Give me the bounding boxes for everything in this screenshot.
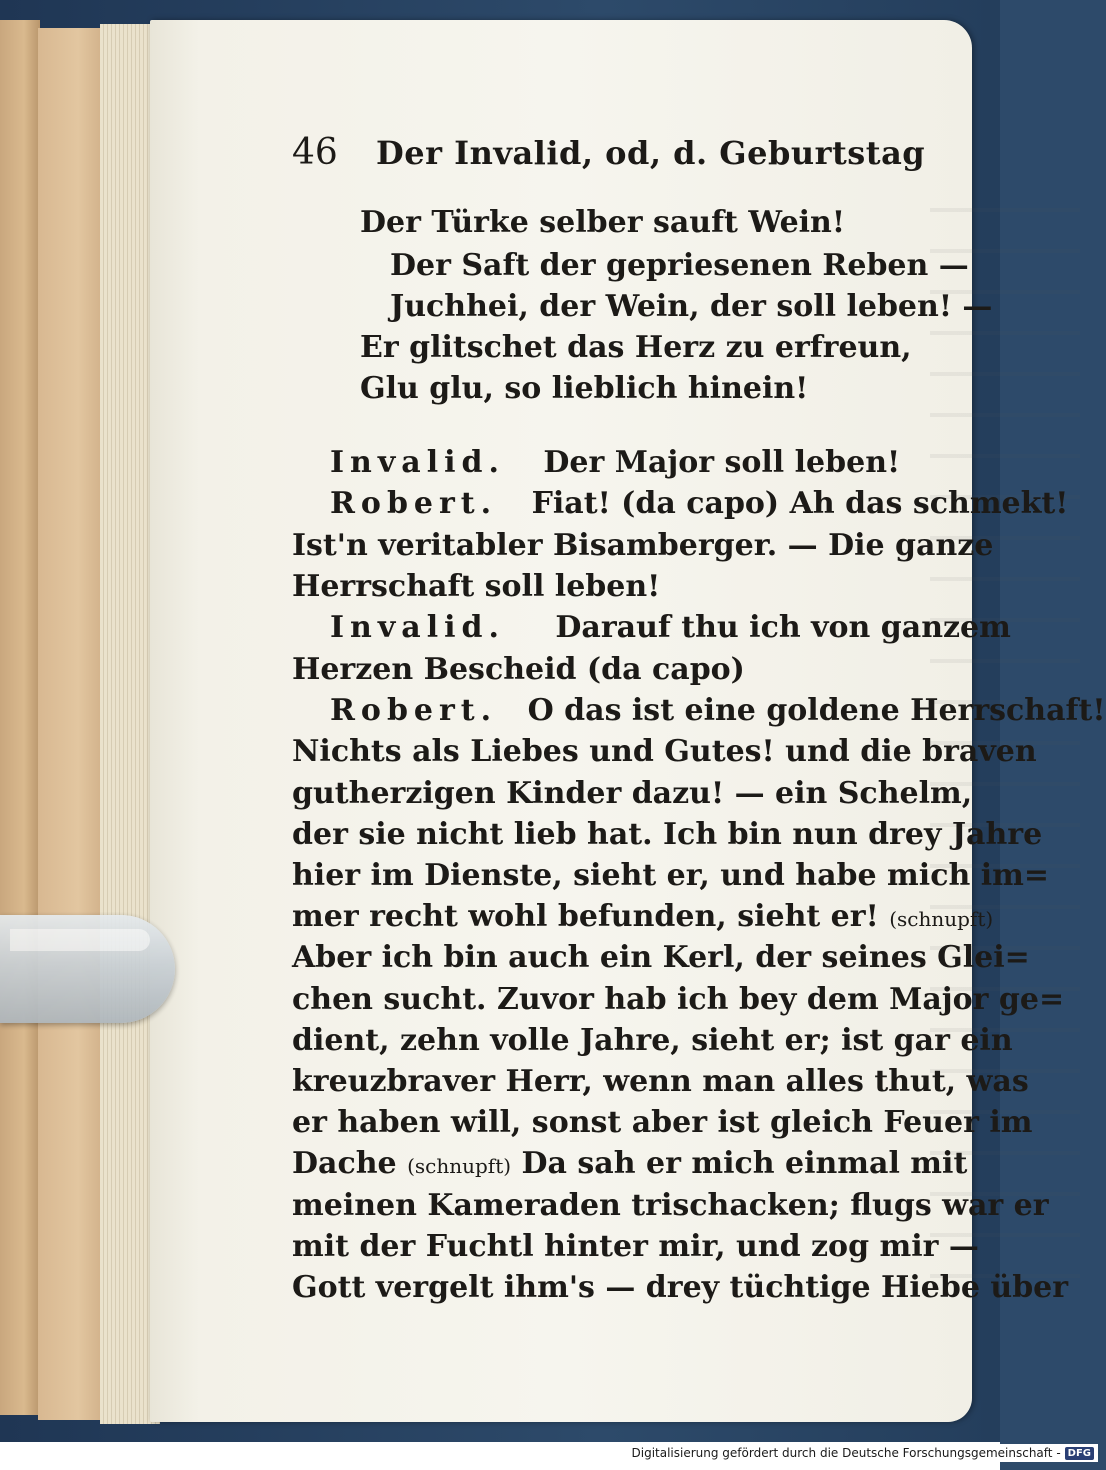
dialogue-line [292,897,993,939]
poem-line: Er glitschet das Herz zu erfreun, [360,330,912,365]
dialogue-text: O das ist eine goldene Herrschaft! [527,693,1106,728]
dialogue-line: chen sucht. Zuvor hab ich bey dem Major ge= [292,982,1065,1017]
book-cover-edge [0,20,40,1415]
running-head: Der Invalid, od, d. Geburtstag [376,134,926,172]
dialogue-line: Ist'n veritabler Bisamberger. — Die ganze [292,528,994,563]
poem-line: Juchhei, der Wein, der soll leben! — [390,289,993,324]
speaker-name: Robert. [330,486,498,521]
dialogue-text: Dache [292,1146,397,1181]
dialogue-line [330,443,900,483]
dialogue-text: Der Major soll leben! [543,445,901,480]
dfg-logo: DFG [1065,1447,1094,1460]
dialogue-line: hier im Dienste, sieht er, und habe mich im= [292,858,1049,893]
speaker-name: Invalid. [330,445,505,480]
dialogue-line: Gott vergelt ihm's — drey tüchtige Hiebe über [292,1270,1069,1305]
dialogue-text: Darauf thu ich von ganzem [555,610,1011,645]
poem-line: Der Türke selber sauft Wein! [360,205,846,240]
dialogue-line: meinen Kameraden trischacken; flugs war er [292,1188,1049,1223]
dialogue-line: kreuzbraver Herr, wenn man alles thut, was [292,1064,1029,1099]
page-clip [0,915,175,1023]
speaker-name: Invalid. [330,610,505,645]
dialogue-line: mit der Fuchtl hinter mir, und zog mir — [292,1229,979,1264]
dialogue-line [330,484,1068,524]
dialogue-line: der sie nicht lieb hat. Ich bin nun drey Jahre [292,817,1043,852]
dialogue-line: dient, zehn volle Jahre, sieht er; ist gar ein [292,1023,1013,1058]
page-header [292,132,926,183]
dialogue-line: Aber ich bin auch ein Kerl, der seines Glei= [292,940,1030,975]
poem-line: Glu glu, so lieblich hinein! [360,371,809,406]
credit-text: Digitalisierung gefördert durch die Deutsche Forschungsgemeinschaft - [631,1446,1061,1460]
dialogue-line: gutherzigen Kinder dazu! — ein Schelm, [292,776,973,811]
dialogue-line: Herzen Bescheid (da capo) [292,652,745,687]
dialogue-text: mer recht wohl befunden, sieht er! [292,899,879,934]
dialogue-text: Fiat! (da capo) Ah das schmekt! [531,486,1069,521]
dialogue-line: Nichts als Liebes und Gutes! und die braven [292,734,1037,769]
stage-direction: (schnupft) [889,907,994,931]
speaker-name: Robert. [330,693,498,728]
dialogue-line: er haben will, sonst aber ist gleich Feuer im [292,1105,1033,1140]
poem-line: Der Saft der gepriesenen Reben — [390,248,969,283]
dialogue-line [292,1144,967,1186]
stage-direction: (schnupft) [407,1154,512,1178]
page-number: 46 [292,132,338,173]
digitization-credit [628,1444,1099,1462]
dialogue-line: Herrschaft soll leben! [292,569,661,604]
dialogue-line [330,608,1011,648]
dialogue-line [330,691,1106,731]
dialogue-text: Da sah er mich einmal mit [521,1146,968,1181]
